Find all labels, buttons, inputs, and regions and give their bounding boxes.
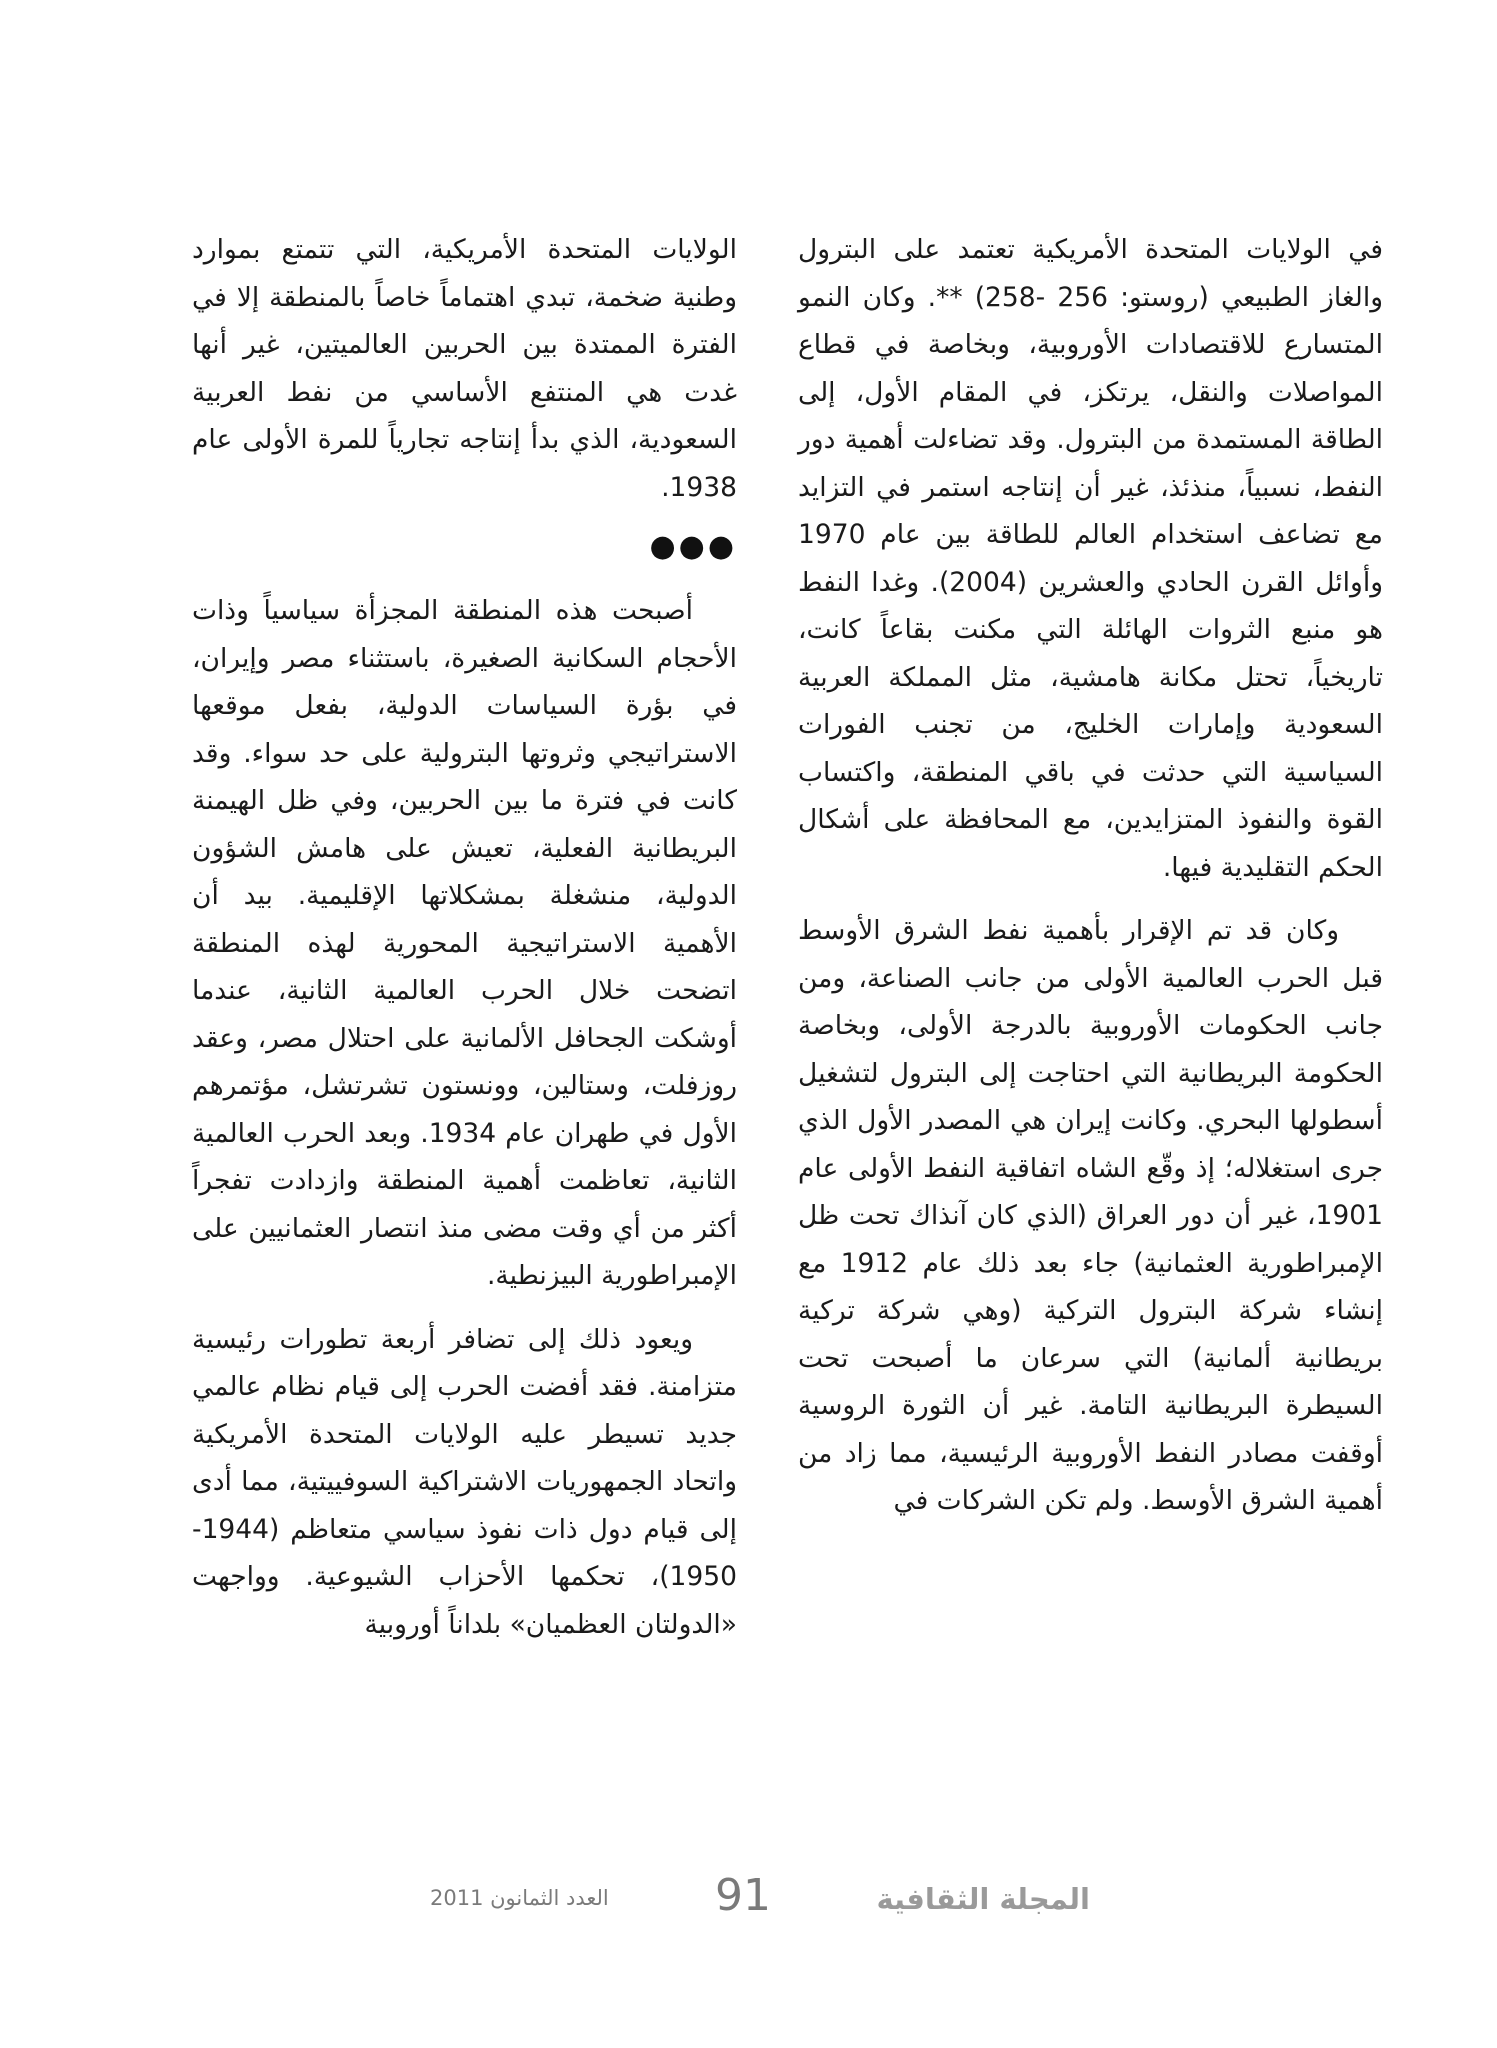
right-text-column (798, 226, 1383, 1541)
paragraph-region-politics: أصبحت هذه المنطقة المجزأة سياسياً وذات الأحجام السكانية الصغيرة، باستثناء مصر وإيران، في بؤرة السياسات الدولية، بفعل موقعها الاستراتيجي وثروتها البترولية على حد سواء. وقد كانت في فترة ما بين الحربين، وفي ظل الهيمنة البريطانية الفعلية، تعيش على هامش الشؤون الدولية، منشغلة بمشكلاتها الإقليمية. بيد أن الأهمية الاستراتيجية المحورية لهذه المنطقة اتضحت خلال الحرب العالمية الثانية، عندما أوشكت الجحافل الألمانية على احتلال مصر، وعقد روزفلت، وستالين، وونستون تشرتشل، مؤتمرهم الأول في طهران عام 1934. وبعد الحرب العالمية الثانية، تعاظمت أهمية المنطقة وازدادت تفجراً أكثر من أي وقت مضى منذ انتصار العثمانيين على الإمبراطورية البيزنطية. (192, 595, 737, 1291)
issue-label: العدد الثمانون 2011 (430, 1886, 609, 1910)
magazine-name: المجلة الثقافية (876, 1882, 1090, 1916)
paragraph-oil-recognition: وكان قد تم الإقرار بأهمية نفط الشرق الأوسط قبل الحرب العالمية الأولى من جانب الصناعة، ومن جانب الحكومات الأوروبية بالدرجة الأولى، وبخاصة الحكومة البريطانية التي احتاجت إلى البترول لتشغيل أسطولها البحري. وكانت إيران هي المصدر الأول الذي جرى استغلاله؛ إذ وقّع الشاه اتفاقية النفط الأولى عام 1901، غير أن دور العراق (الذي كان آنذاك تحت ظل الإمبراطورية العثمانية) جاء بعد ذلك عام 1912 مع إنشاء شركة البترول التركية (وهي شركة تركية بريطانية ألمانية) التي سرعان ما أصبحت تحت السيطرة البريطانية التامة. غير أن الثورة الروسية أوقفت مصادر النفط الأوروبية الرئيسية، مما زاد من أهمية الشرق الأوسط. ولم تكن الشركات في (798, 915, 1383, 1516)
section-separator: ●●● (649, 529, 737, 564)
paragraph-four-developments: ويعود ذلك إلى تضافر أربعة تطورات رئيسية متزامنة. فقد أفضت الحرب إلى قيام نظام عالمي جديد تسيطر عليه الولايات المتحدة الأمريكية واتحاد الجمهوريات الاشتراكية السوفييتية، مما أدى إلى قيام دول ذات نفوذ سياسي متعاظم (1944-1950)، تحكمها الأحزاب الشيوعية. وواجهت «الدولتان العظميان» بلداناً أوروبية (192, 1323, 737, 1640)
paragraph-oil-dependence: في الولايات المتحدة الأمريكية تعتمد على البترول والغاز الطبيعي (روستو: 256 -258) **. وكان النمو المتسارع للاقتصادات الأوروبية، وبخاصة في قطاع المواصلات والنقل، يرتكز، في المقام الأول، إلى الطاقة المستمدة من البترول. وقد تضاءلت أهمية دور النفط، نسبياً، منذئذ، غير أن إنتاجه استمر في التزايد مع تضاعف استخدام العالم للطاقة بين عام 1970 وأوائل القرن الحادي والعشرين (2004). وغدا النفط هو منبع الثروات الهائلة التي مكنت بقاعاً كانت، تاريخياً، تحتل مكانة هامشية، مثل المملكة العربية السعودية وإمارات الخليج، من تجنب الفورات السياسية التي حدثت في باقي المنطقة، واكتساب القوة والنفوذ المتزايدين، مع المحافظة على أشكال الحكم التقليدية فيها. (798, 234, 1383, 883)
page-footer (430, 1870, 1090, 1930)
left-text-column (192, 226, 737, 1664)
paragraph-continuation: الولايات المتحدة الأمريكية، التي تتمتع بموارد وطنية ضخمة، تبدي اهتماماً خاصاً بالمنطقة إلا في الفترة الممتدة بين الحربين العالميتين، غير أنها غدت هي المنتفع الأساسي من نفط العربية السعودية، الذي بدأ إنتاجه تجارياً للمرة الأولى عام 1938. (192, 234, 737, 503)
page-number: 91 (715, 1870, 771, 1921)
